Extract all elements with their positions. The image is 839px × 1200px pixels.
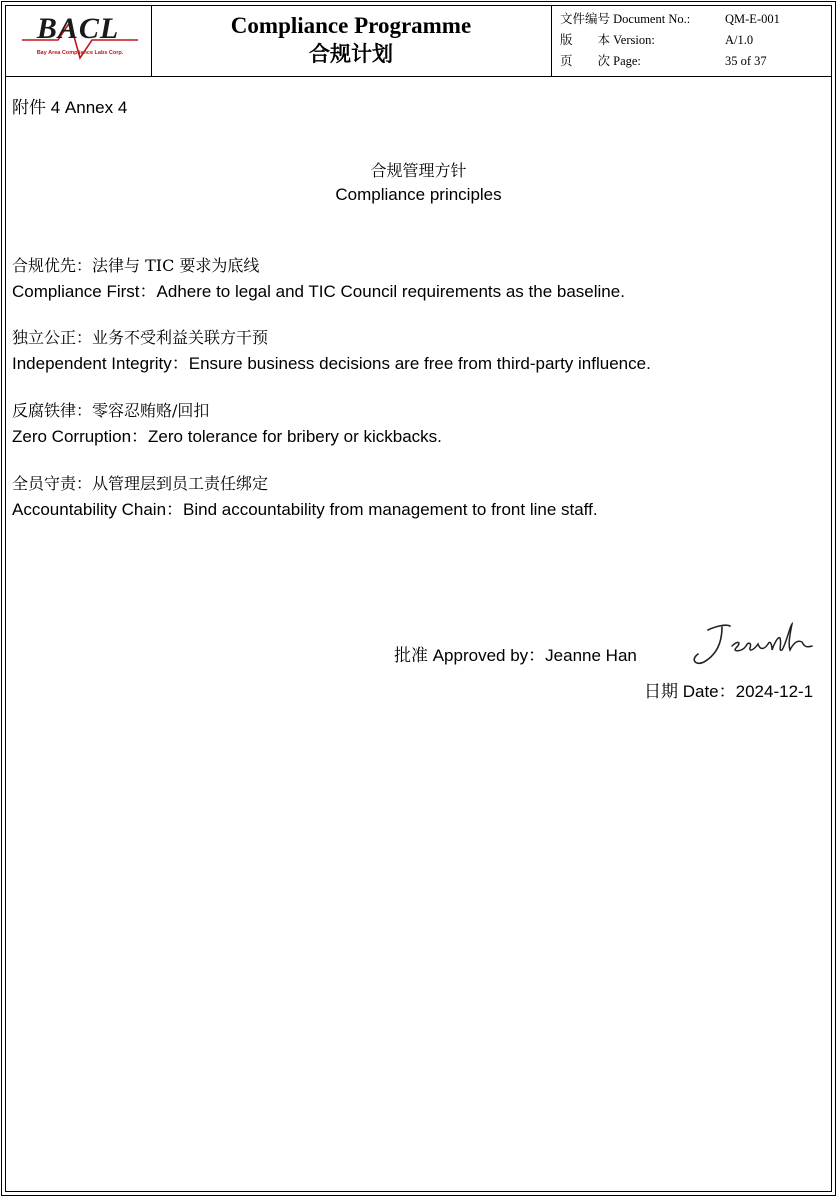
principle-en: Zero Corruption：Zero tolerance for bribery or kickbacks.	[12, 427, 442, 446]
principle-en: Accountability Chain：Bind accountability from management to front line staff.	[12, 500, 598, 519]
principle-en: Independent Integrity：Ensure business decisions are free from third-party influence.	[12, 354, 651, 373]
meta-row-page	[560, 52, 839, 73]
doc-no-label: 文件编号 Document No.:	[560, 12, 691, 26]
version-label: 版 本 Version:	[560, 33, 655, 47]
principle-cn: 独立公正：业务不受利益关联方干预	[12, 328, 269, 347]
principles-title-cn: 合规管理方针	[370, 161, 467, 180]
document-meta	[560, 10, 839, 73]
header-divider	[551, 6, 552, 76]
document-header	[6, 6, 831, 77]
logo-text: BACL	[36, 12, 120, 45]
meta-row-version	[560, 31, 839, 52]
title-chinese: 合规计划	[309, 41, 393, 66]
principles-title	[6, 159, 831, 207]
version-value: A/1.0	[725, 33, 754, 47]
document-title	[156, 12, 546, 68]
principle-cn: 合规优先：法律与 TIC 要求为底线	[12, 256, 260, 275]
title-english: Compliance Programme	[230, 13, 472, 38]
bacl-logo	[18, 10, 143, 65]
page-frame	[5, 5, 832, 1192]
page-value: 35 of 37	[725, 54, 767, 68]
principle-cn: 全员守责：从管理层到员工责任绑定	[12, 474, 269, 493]
signature-icon	[686, 616, 816, 671]
principle-en: Compliance First：Adhere to legal and TIC Council requirements as the baseline.	[12, 282, 625, 301]
principle-cn: 反腐铁律：零容忍贿赂/回扣	[12, 401, 210, 420]
page-label: 页 次 Page:	[560, 54, 641, 68]
document-page	[1, 1, 836, 1196]
logo-subtext: Bay Area Compliance Labs Corp.	[36, 50, 124, 56]
header-divider	[151, 6, 152, 76]
approved-by: 批准 Approved by：Jeanne Han	[394, 646, 637, 665]
meta-row-docno	[560, 10, 839, 31]
principles-title-en: Compliance principles	[335, 185, 502, 204]
approval-date: 日期 Date：2024-12-1	[644, 682, 814, 701]
annex-label: 附件 4 Annex 4	[12, 98, 128, 117]
doc-no-value: QM-E-001	[725, 12, 780, 26]
